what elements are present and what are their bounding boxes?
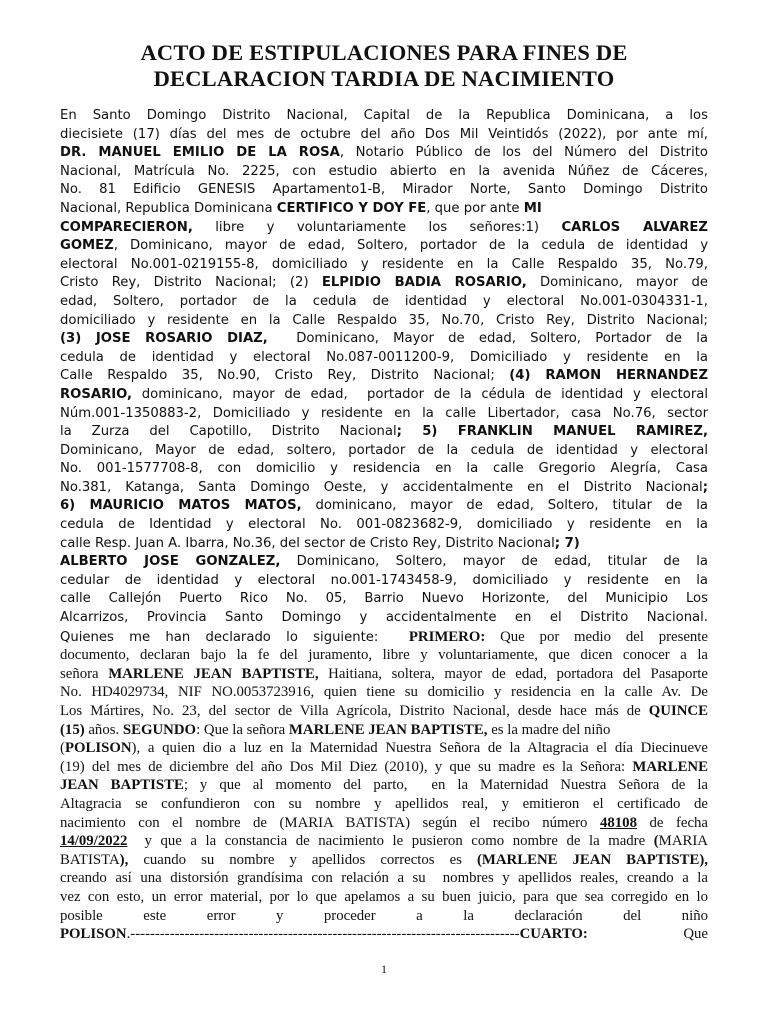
body-line [60,851,708,870]
body-line [60,330,708,349]
text-run: y que a la constancia de nacimiento le pusieron como nombre de la madre [127,833,654,850]
text-run: Calle Respaldo 35, No.90, Cristo Rey, Distrito Nacional; [60,368,510,384]
body-line [60,367,708,386]
text-run: Los Mártires, No. 23, del sector de Villa Agrícola, Distrito Nacional, desde hace más de [60,703,649,719]
text-run: MARIA [658,833,708,850]
text-run: No. HD4029734, NIF NO.0053723916, quien tiene su domicilio y residencia en la calle Av. De [60,684,708,701]
text-run: ; 5) FRANKLIN MANUEL RAMIREZ, [396,424,708,440]
text-run: (MARLENE JEAN BAPTISTE), [476,851,708,868]
text-run: 6) MAURICIO MATOS MATOS, [60,498,302,514]
body-line [60,497,708,516]
text-run: nacimiento con el nombre de (MARIA BATISTA) según el recibo número [60,814,600,831]
body-line [60,181,708,200]
body-line [60,256,708,275]
text-run: Haitiana, soltera, mayor de edad, portadora del Pasaporte [318,665,708,682]
body-line [60,590,708,609]
text-run: (3) JOSE ROSARIO DIAZ, [60,331,268,347]
body-line [60,349,708,368]
text-run: MARLENE JEAN BAPTISTE, [108,665,319,682]
title-line-1: ACTO DE ESTIPULACIONES PARA FINES DE [140,40,628,65]
text-run: es la madre del niño [487,721,611,738]
text-run: Dominicano, Soltero, mayor de edad, titular de la [280,554,708,570]
text-run: Nacional, Republica Dominicana [60,200,277,216]
text-run: MARLENE [632,758,708,775]
text-run: dominicano, mayor de edad, Soltero, titular de la [301,498,708,514]
text-run: Alcarrizos, Provincia Santo Domingo y accidentalmente en el Distrito Nacional. [60,610,708,626]
text-run: Cristo Rey, Distrito Nacional; (2) [60,275,322,291]
text-run: SEGUNDO [122,721,197,738]
text-run: MI [523,200,542,216]
text-run: años. [84,721,123,738]
text-run: domiciliado y residente en la Calle Respaldo 35, No.70, Cristo Rey, Distrito Nacional; [60,312,708,328]
text-run: posible este error y proceder a la declaración del niño [60,907,708,924]
text-run: 14/09/2022 [60,833,128,850]
body-line [60,237,708,256]
body-line [60,386,708,405]
body-line [60,739,708,758]
text-run: ELPIDIO BADIA ROSARIO, [321,275,527,291]
text-run: .------------------------------------------------------------------------------- [126,926,520,943]
page-number: 1 [381,962,387,976]
text-run: No. 81 Edificio GENESIS Apartamento1-B, Mirador Norte, Santo Domingo Distrito [60,182,708,198]
text-run: No. 001-1577708-8, con domicilio y residencia en la calle Gregorio Alegría, Casa [60,461,708,477]
body-line [60,126,708,145]
body-line [60,423,708,442]
body-line [60,460,708,479]
body-line [60,572,708,591]
text-run: En Santo Domingo Distrito Nacional, Capital de la Republica Dominicana, a los [60,108,708,123]
text-run: 48108 [599,814,637,831]
text-run: ; 7) [554,535,580,551]
text-run: ; [702,479,708,495]
body-line [60,888,708,907]
text-run: CERTIFICO Y DOY FE [276,200,427,216]
text-run: Núm.001-1350883-2, Domiciliado y residente en la calle Libertador, casa No.76, sector [60,405,708,421]
document-title [60,40,708,92]
text-run: creando así una distorsión grandísima con relación a su nombres y apellidos reales, creando a la [60,870,708,887]
body-line [60,293,708,312]
body-line [60,535,708,554]
body-line [60,683,708,702]
text-run: ( [653,833,659,850]
body-line [60,405,708,424]
body-line [60,758,708,777]
text-run: CUARTO: [519,926,588,943]
text-run: Que [587,926,708,943]
text-run: POLISON [64,740,132,757]
body-line [60,553,708,572]
text-run: MARLENE JEAN BAPTISTE, [288,721,488,738]
body-line [60,479,708,498]
body-line [60,795,708,814]
text-run: JEAN BAPTISTE [60,777,184,794]
body-line [60,832,708,851]
text-run: , que por ante [426,200,524,216]
body-line [60,163,708,182]
text-run: ALBERTO JOSE GONZALEZ, [60,554,281,570]
body-line [60,609,708,628]
body-line [60,442,708,461]
text-run: GOMEZ [60,238,114,254]
text-run: No.381, Katanga, Santa Domingo Oeste, y accidentalmente en el Distrito Nacional [60,479,703,495]
text-run: edad, Soltero, portador de la cedula de identidad y electoral No.001-0304331-1, [60,293,708,309]
text-run: Altagracia se confundieron con su nombre y apellidos real, y emitieron el certificado de [60,795,708,812]
body-line [60,665,708,684]
text-run: dominicano, mayor de edad, portador de la cédula de identidad y electoral [132,386,708,402]
title-line-2: DECLARACION TARDIA DE NACIMIENTO [153,66,615,91]
text-run: calle Callejón Puerto Rico No. 05, Barrio Nuevo Horizonte, del Municipio Los [60,591,708,607]
body-line [60,516,708,535]
text-run: ), a quien dio a luz en la Maternidad Nuestra Señora de la Altagracia el día Diecinueve [131,740,708,757]
body-line [60,869,708,888]
text-run: diecisiete (17) días del mes de octubre del año Dos Mil Veintidós (2022), por ante mí, [60,126,708,142]
body-line [60,219,708,238]
text-run: Quienes me han declarado lo siguiente: [60,629,409,645]
text-run: , Notario Público de los del Número del Distrito [339,145,708,161]
text-run: la Zurza del Capotillo, Distrito Nacional [60,424,397,440]
body-line [60,907,708,926]
text-run: (15) [60,721,85,738]
body-line [60,312,708,331]
text-run: libre y voluntariamente los señores:1) [192,219,562,235]
text-run: cedula de identidad y electoral No.087-0011200-9, Domiciliado y residente en la [60,349,708,365]
text-run: Dominicano, Mayor de edad, soltero, portador de la cedula de identidad y electoral [60,442,708,458]
text-run: de fecha [636,814,708,831]
text-run: ROSARIO, [60,386,133,402]
body-line [60,274,708,293]
text-run: calle Resp. Juan A. Ibarra, No.36, del sector de Cristo Rey, Distrito Nacional [60,535,555,551]
text-run: ; y que al momento del parto, en la Maternidad Nuestra Señora de la [183,777,708,794]
text-run: (19) del mes de diciembre del año Dos Mil Diez (2010), y que su madre es la Señora: [60,758,633,775]
text-run: cedular de identidad y electoral no.001-1743458-9, domiciliado y residente en la [60,572,708,588]
text-run: DR. MANUEL EMILIO DE LA ROSA [60,145,340,161]
text-run: : Que la señora [196,721,289,738]
text-run: COMPARECIERON, [60,219,193,235]
body-line [60,721,708,740]
text-run: documento, declaran bajo la fe del juramento, libre y voluntariamente, que dicen conocer a la [60,647,708,664]
body-line [60,200,708,219]
text-run: ( [60,740,65,757]
body-line [60,646,708,665]
text-run: electoral No.001-0219155-8, domiciliado y residente en la Calle Respaldo 35, No.79, [60,256,708,272]
body-line [60,628,708,647]
text-run: ), [119,851,129,868]
text-run: QUINCE [648,703,708,719]
text-run: señora [60,665,109,682]
text-run: POLISON [60,926,127,943]
text-run: CARLOS ALVAREZ [561,219,708,235]
body-line [60,144,708,163]
text-run: Nacional, Matrícula No. 2225, con estudio abierto en la avenida Núñez de Cáceres, [60,163,708,179]
text-run: , Dominicano, mayor de edad, Soltero, portador de la cedula de identidad y [113,238,708,254]
body-line [60,776,708,795]
text-run: cuando su nombre y apellidos correctos es [128,851,477,868]
body-line [60,814,708,833]
body-line [60,925,708,944]
body-line [60,107,708,126]
text-run: vez con esto, un error material, por lo que apelamos a su buen juicio, para que sea corregido en lo [60,888,708,905]
text-run: Que por medio del presente [485,628,708,645]
text-run: PRIMERO: [408,628,486,645]
text-run: BATISTA [60,851,120,868]
document-body [60,107,708,944]
text-run: Dominicano, Mayor de edad, Soltero, Portador de la [267,331,708,347]
text-run: (4) RAMON HERNANDEZ [509,368,708,384]
text-run: Dominicano, mayor de [526,275,708,291]
text-run: cedula de Identidad y electoral No. 001-0823682-9, domiciliado y residente en la [60,517,708,533]
body-line [60,702,708,721]
